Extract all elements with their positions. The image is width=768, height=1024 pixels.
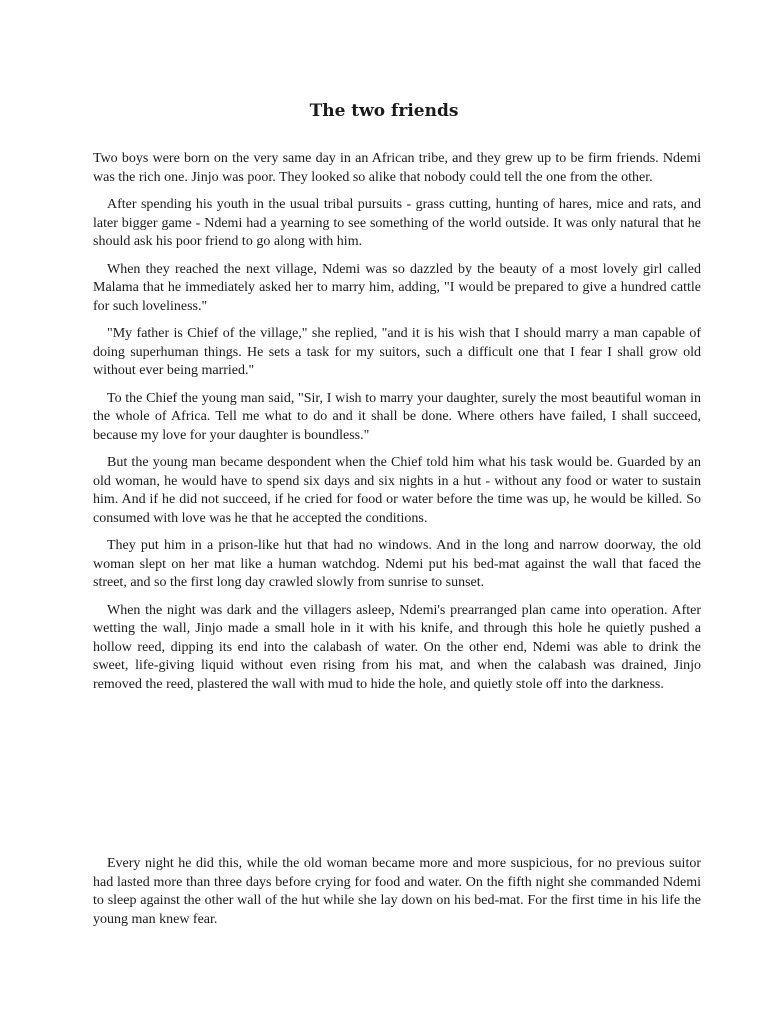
story-body-continued	[93, 855, 701, 938]
paragraph-9: Every night he did this, while the old woman became more and more suspicious, for no previous suitor had lasted more than three days before crying for food and water. On the fifth night she commanded Ndemi to sleep against the other wall of the hut while she lay down on his bed-mat. For the first time in his life the young man knew fear.	[93, 856, 701, 927]
paragraph-1: Two boys were born on the very same day in an African tribe, and they grew up to be firm friends. Ndemi was the rich one. Jinjo was poor. They looked so alike that nobody could tell the one from the other.	[93, 151, 701, 185]
paragraph-8: When the night was dark and the villagers asleep, Ndemi's prearranged plan came into operation. After wetting the wall, Jinjo made a small hole in it with his knife, and through this hole he quietly pushed a hollow reed, dipping its end into the calabash of water. On the other end, Ndemi was able to drink the sweet, life-giving liquid without even rising from his mat, and when the calabash was drained, Jinjo removed the reed, plastered the wall with mud to hide the hole, and quietly stole off into the darkness.	[93, 602, 701, 692]
paragraph-3: When they reached the next village, Ndemi was so dazzled by the beauty of a most lovely girl called Malama that he immediately asked her to marry him, adding, "I would be prepared to give a hundred cattle for such loveliness."	[93, 261, 701, 314]
paragraph-2: After spending his youth in the usual tribal pursuits - grass cutting, hunting of hares, mice and rats, and later bigger game - Ndemi had a yearning to see something of the world outside. It was only natural that he should ask his poor friend to go along with him.	[93, 197, 701, 249]
paragraph-7: They put him in a prison-like hut that had no windows. And in the long and narrow doorway, the old woman slept on her mat like a human watchdog. Ndemi put his bed-mat against the wall that faced the street, and so the first long day crawled slowly from sunrise to sunset.	[93, 538, 701, 590]
paragraph-4: "My father is Chief of the village," she replied, "and it is his wish that I should marry a man capable of doing superhuman things. He sets a task for my suitors, such a difficult one that I fear I shall grow old without ever being married."	[93, 326, 701, 378]
paragraph-6: But the young man became despondent when the Chief told him what his task would be. Guarded by an old woman, he would have to spend six days and six nights in a hut - without any food or water to sustain him. And if he did not succeed, if he cried for food or water before the time was up, he would be killed. So consumed with love was he that he accepted the conditions.	[93, 455, 701, 526]
page-title: The two friends	[309, 101, 459, 121]
paragraph-5: To the Chief the young man said, "Sir, I wish to marry your daughter, surely the most beautiful woman in the whole of Africa. Tell me what to do and it shall be done. Where others have failed, I shall succeed, because my love for your daughter is boundless."	[93, 390, 701, 443]
story-body	[93, 150, 701, 703]
